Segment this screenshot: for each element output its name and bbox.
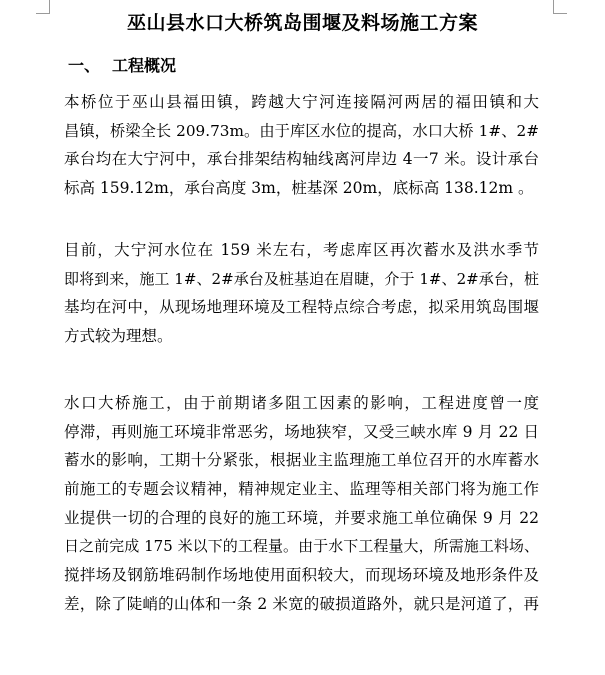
paragraph-line: 停滞，再则施工环境非常恶劣，场地狭窄，又受三峡水库 9 月 22 日 (64, 422, 539, 441)
paragraph-line: 承台均在大宁河中，承台排架结构轴线离河岸边 4一7 米。设计承台 (64, 150, 539, 169)
paragraph-line: 差，除了陡峭的山体和一条 2 米宽的破损道路外，就只是河道了，再 (64, 594, 539, 613)
paragraph-line: 基均在河中，从现场地理环境及工程特点综合考虑，拟采用筑岛围堰 (64, 298, 539, 317)
paragraph-line: 昌镇，桥梁全长 209.73m。由于库区水位的提高，水口大桥 1#、2# (64, 121, 539, 140)
section-heading-text: 工程概况 (112, 56, 177, 75)
paragraph-line: 方式较为理想。 (64, 327, 173, 346)
paragraph-2 (64, 236, 539, 351)
section-number: 一、 (68, 56, 101, 75)
paragraph-line: 前施工的专题会议精神，精神规定业主、监理等相关部门将为施工作 (64, 480, 539, 499)
paragraph-line: 标高 159.12m，承台高度 3m，桩基深 20m，底标高 138.12m 。 (64, 179, 534, 198)
paragraph-line: 水口大桥施工，由于前期诸多阻工因素的影响，工程进度曾一度 (64, 394, 539, 412)
section-heading (68, 53, 176, 79)
paragraph-line: 蓄水的影响，工期十分紧张，根据业主监理施工单位召开的水库蓄水 (64, 451, 539, 470)
paragraph-line: 业提供一切的合理的良好的施工环境，并要求施工单位确保 9 月 22 (64, 508, 539, 527)
document-title: 巫山县水口大桥筑岛围堰及料场施工方案 (126, 12, 478, 34)
paragraph-line: 本桥位于巫山县福田镇，跨越大宁河连接隔河两居的福田镇和大 (64, 93, 539, 111)
paragraph-1 (64, 88, 539, 203)
paragraph-line: 搅拌场及钢筋堆码制作场地使用面积较大，而现场环境及地形条件及 (64, 566, 539, 585)
paragraph-line: 日之前完成 175 米以下的工程量。由于水下工程量大，所需施工料场、 (64, 537, 539, 556)
paragraph-line: 目前，大宁河水位在 159 米左右，考虑库区再次蓄水及洪水季节 (64, 241, 539, 259)
paragraph-line: 即将到来，施工 1#、2#承台及桩基迫在眉睫，介于 1#、2#承台，桩 (64, 269, 539, 288)
paragraph-3 (64, 389, 539, 619)
